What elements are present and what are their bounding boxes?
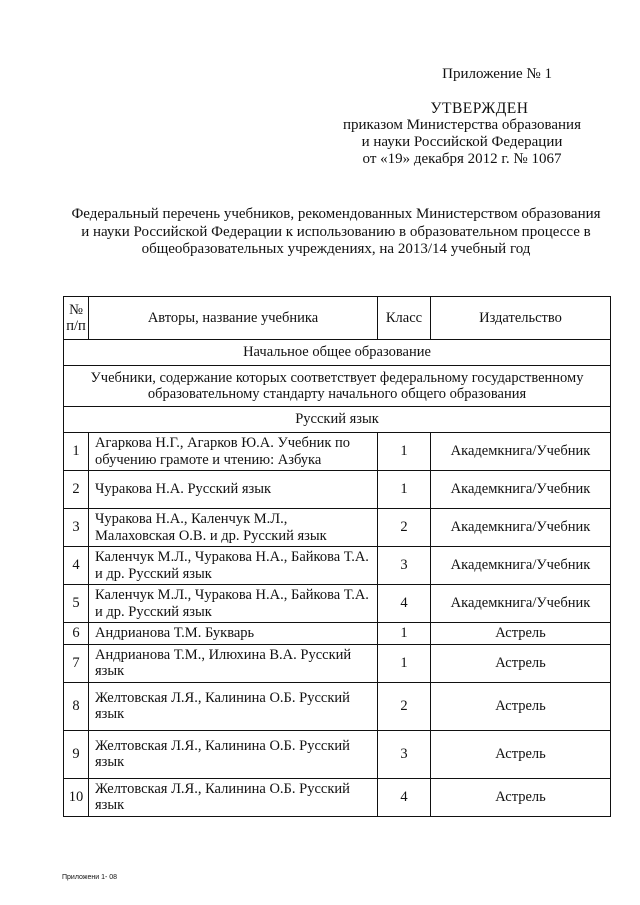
- row-publisher: Астрель: [431, 730, 611, 778]
- footer-note: Приложени 1- 08: [62, 874, 118, 881]
- row-number: 3: [64, 509, 89, 547]
- column-header-grade: Класс: [378, 297, 431, 340]
- row-publisher: Астрель: [431, 623, 611, 645]
- row-book: Андрианова Т.М., Илюхина В.А. Русский язык: [89, 644, 378, 682]
- table-header-row: [64, 297, 611, 340]
- document-title: [56, 206, 616, 259]
- row-number: 7: [64, 644, 89, 682]
- title-line-2: и науки Российской Федерации к использованию в образовательном процессе в: [81, 223, 591, 240]
- row-grade: 2: [378, 682, 431, 730]
- row-publisher: Академкнига/Учебник: [431, 585, 611, 623]
- row-grade: 1: [378, 471, 431, 509]
- order-line-1: приказом Министерства образования: [343, 117, 581, 133]
- row-publisher: Академкнига/Учебник: [431, 471, 611, 509]
- subsection-title: Учебники, содержание которых соответствует федеральному государственному образовательному стандарту начального общего образования: [64, 366, 611, 407]
- title-line-1: Федеральный перечень учебников, рекомендованных Министерством образования: [71, 206, 601, 222]
- row-number: 4: [64, 547, 89, 585]
- row-book: Чуракова Н.А., Каленчук М.Л., Малаховская О.В. и др. Русский язык: [89, 509, 378, 547]
- row-book: Андрианова Т.М. Букварь: [89, 623, 378, 645]
- table-row: [64, 644, 611, 682]
- row-number: 9: [64, 730, 89, 778]
- table-row: [64, 471, 611, 509]
- subsection-row: [64, 366, 611, 407]
- row-number: 6: [64, 623, 89, 645]
- row-publisher: Астрель: [431, 644, 611, 682]
- column-header-publisher: Издательство: [431, 297, 611, 340]
- table-row: [64, 682, 611, 730]
- row-publisher: Академкнига/Учебник: [431, 433, 611, 471]
- row-grade: 1: [378, 433, 431, 471]
- order-line-3: от «19» декабря 2012 г. № 1067: [362, 151, 562, 167]
- row-grade: 4: [378, 585, 431, 623]
- row-number: 1: [64, 433, 89, 471]
- row-number: 8: [64, 682, 89, 730]
- row-grade: 2: [378, 509, 431, 547]
- approval-block: [322, 100, 602, 168]
- approved-heading: УТВЕРЖДЕН: [430, 100, 529, 117]
- row-grade: 4: [378, 778, 431, 816]
- row-number: 2: [64, 471, 89, 509]
- row-book: Агаркова Н.Г., Агарков Ю.А. Учебник по обучению грамоте и чтению: Азбука: [89, 433, 378, 471]
- row-grade: 1: [378, 623, 431, 645]
- column-header-num: № п/п: [64, 297, 89, 340]
- table-row: [64, 509, 611, 547]
- section-title: Начальное общее образование: [64, 340, 611, 366]
- row-book: Каленчук М.Л., Чуракова Н.А., Байкова Т.А. и др. Русский язык: [89, 547, 378, 585]
- subject-title: Русский язык: [64, 407, 611, 433]
- table-row: [64, 585, 611, 623]
- table-row: [64, 623, 611, 645]
- row-publisher: Академкнига/Учебник: [431, 547, 611, 585]
- row-publisher: Астрель: [431, 682, 611, 730]
- row-number: 5: [64, 585, 89, 623]
- row-book: Желтовская Л.Я., Калинина О.Б. Русский язык: [89, 730, 378, 778]
- table-row: [64, 778, 611, 816]
- row-grade: 1: [378, 644, 431, 682]
- appendix-label: Приложение № 1: [442, 66, 552, 82]
- section-row: [64, 340, 611, 366]
- row-number: 10: [64, 778, 89, 816]
- row-book: Желтовская Л.Я., Калинина О.Б. Русский язык: [89, 778, 378, 816]
- subject-row: [64, 407, 611, 433]
- title-line-3: общеобразовательных учреждениях, на 2013/14 учебный год: [141, 241, 531, 257]
- table-row: [64, 547, 611, 585]
- textbook-table: [63, 296, 611, 817]
- row-book: Чуракова Н.А. Русский язык: [89, 471, 378, 509]
- row-book: Желтовская Л.Я., Калинина О.Б. Русский язык: [89, 682, 378, 730]
- row-publisher: Астрель: [431, 778, 611, 816]
- table-row: [64, 730, 611, 778]
- row-grade: 3: [378, 730, 431, 778]
- table-row: [64, 433, 611, 471]
- order-line-2: и науки Российской Федерации: [361, 134, 563, 150]
- row-book: Каленчук М.Л., Чуракова Н.А., Байкова Т.А. и др. Русский язык: [89, 585, 378, 623]
- row-publisher: Академкнига/Учебник: [431, 509, 611, 547]
- column-header-book: Авторы, название учебника: [89, 297, 378, 340]
- row-grade: 3: [378, 547, 431, 585]
